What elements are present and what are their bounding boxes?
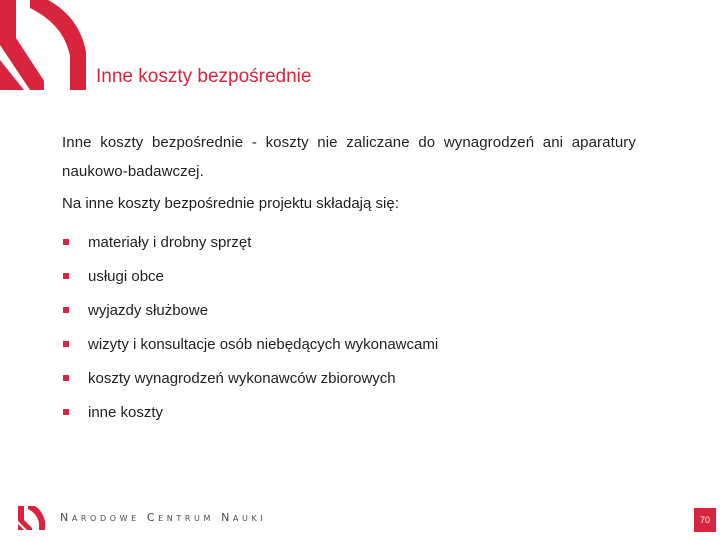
bullet-square-icon — [63, 307, 69, 313]
bullet-square-icon — [63, 409, 69, 415]
intro-paragraph: Inne koszty bezpośrednie - koszty nie zaliczane do wynagrodzeń ani aparatury naukowo-badawczej. — [62, 134, 636, 180]
list-item — [62, 361, 438, 395]
organization-name: Narodowe Centrum Nauki — [60, 511, 267, 524]
bullet-square-icon — [63, 239, 69, 245]
list-item-text: wizyty i konsultacje osób niebędących wykonawcami — [88, 335, 439, 353]
list-item-text: usługi obce — [88, 267, 164, 285]
page-number-badge: 70 — [694, 508, 716, 532]
page-title: Inne koszty bezpośrednie — [96, 66, 312, 87]
list-item-text: koszty wynagrodzeń wykonawców zbiorowych — [88, 369, 396, 387]
list-item — [62, 293, 438, 327]
list-item-text: inne koszty — [88, 403, 164, 421]
list-item-text: materiały i drobny sprzęt — [88, 233, 252, 251]
ncn-logo-icon — [0, 0, 92, 95]
list-item — [62, 395, 438, 429]
list-item-text: wyjazdy służbowe — [88, 301, 209, 319]
list-item — [62, 259, 438, 293]
list-item — [62, 225, 438, 259]
list-item — [62, 327, 438, 361]
lead-paragraph: Na inne koszty bezpośrednie projektu składają się: — [62, 195, 399, 212]
bullet-square-icon — [63, 375, 69, 381]
bullet-square-icon — [63, 341, 69, 347]
bullet-square-icon — [63, 273, 69, 279]
ncn-footer-logo-icon — [18, 506, 46, 535]
bullet-list — [62, 225, 438, 429]
